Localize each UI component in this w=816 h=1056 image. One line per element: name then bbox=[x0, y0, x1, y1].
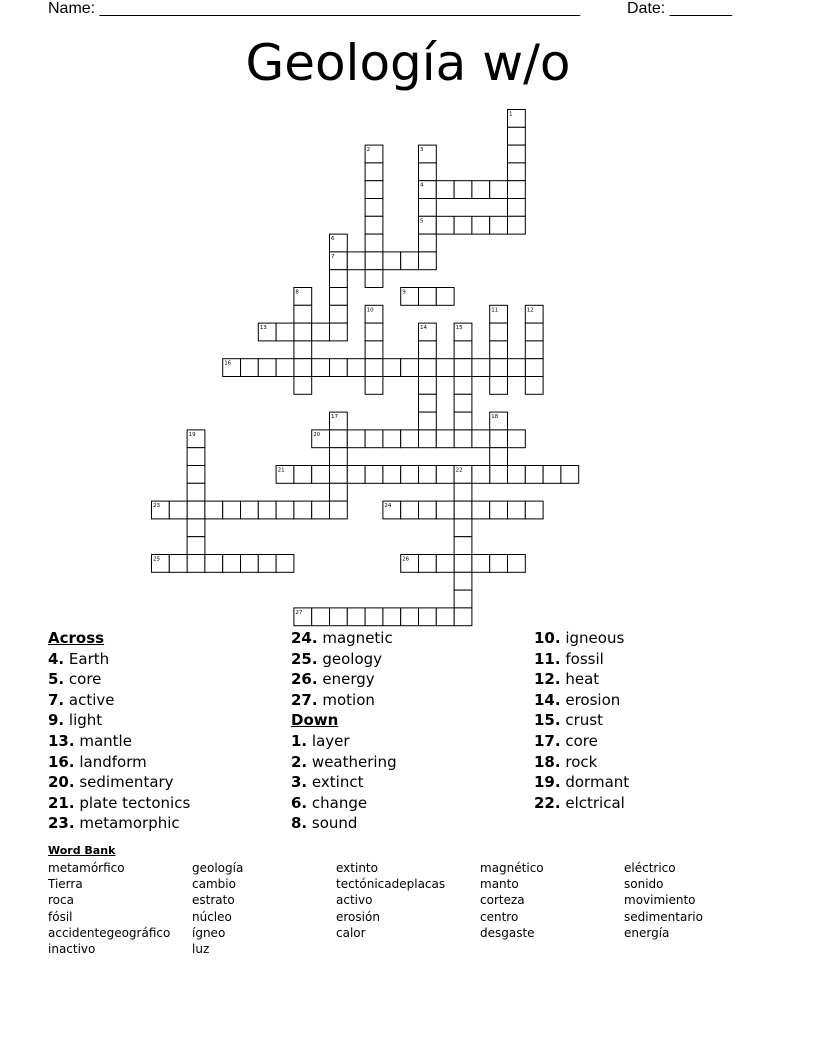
grid-cell[interactable] bbox=[365, 234, 383, 252]
grid-cell[interactable] bbox=[508, 466, 526, 484]
grid-cell[interactable] bbox=[276, 555, 294, 573]
grid-cell[interactable] bbox=[419, 394, 437, 412]
grid-cell[interactable] bbox=[205, 501, 223, 519]
grid-cell[interactable] bbox=[436, 181, 454, 199]
grid-cell[interactable] bbox=[508, 181, 526, 199]
grid-cell[interactable] bbox=[276, 501, 294, 519]
grid-cell[interactable] bbox=[436, 430, 454, 448]
across-heading: Across bbox=[48, 629, 105, 647]
grid-cell[interactable] bbox=[419, 555, 437, 573]
grid-cell[interactable] bbox=[401, 608, 419, 626]
grid-cell[interactable] bbox=[241, 555, 259, 573]
grid-cell[interactable] bbox=[365, 199, 383, 217]
word-bank-item: tectónicadeplacas bbox=[336, 877, 446, 892]
grid-cell[interactable] bbox=[454, 501, 472, 519]
date-field-label[interactable]: Date: _______ bbox=[627, 0, 732, 17]
grid-cell[interactable] bbox=[365, 359, 383, 377]
grid-cell[interactable] bbox=[472, 216, 490, 234]
clue-down-10: 10. igneous bbox=[534, 629, 625, 647]
grid-cell[interactable] bbox=[419, 252, 437, 270]
clue-down-17: 17. core bbox=[534, 731, 598, 750]
grid-cell[interactable] bbox=[294, 305, 312, 323]
clue-number-5: 5 bbox=[420, 218, 424, 225]
grid-cell[interactable] bbox=[490, 501, 508, 519]
grid-cell[interactable] bbox=[472, 555, 490, 573]
grid-cell[interactable] bbox=[490, 466, 508, 484]
grid-cell[interactable] bbox=[187, 555, 205, 573]
clue-down-14: 14. erosion bbox=[534, 690, 621, 709]
grid-cell[interactable] bbox=[490, 555, 508, 573]
grid-cell[interactable] bbox=[187, 519, 205, 537]
grid-cell[interactable] bbox=[454, 341, 472, 359]
grid-cell[interactable] bbox=[454, 590, 472, 608]
clue-across-13: 13. mantle bbox=[48, 731, 132, 750]
grid-cell[interactable] bbox=[365, 181, 383, 199]
grid-cell[interactable] bbox=[525, 377, 543, 395]
word-bank-column-4 bbox=[480, 860, 544, 941]
grid-cell[interactable] bbox=[508, 430, 526, 448]
grid-cell[interactable] bbox=[454, 430, 472, 448]
grid-cell[interactable] bbox=[347, 466, 365, 484]
grid-cell[interactable] bbox=[454, 394, 472, 412]
grid-cell[interactable] bbox=[419, 341, 437, 359]
grid-cell[interactable] bbox=[419, 501, 437, 519]
clue-across-26: 26. energy bbox=[291, 670, 375, 689]
grid-cell[interactable] bbox=[347, 608, 365, 626]
grid-cell[interactable] bbox=[223, 501, 241, 519]
grid-cell[interactable] bbox=[543, 466, 561, 484]
clue-number-13: 13 bbox=[259, 325, 267, 332]
clue-number-23: 23 bbox=[153, 503, 160, 510]
grid-cell[interactable] bbox=[312, 608, 330, 626]
grid-cell[interactable] bbox=[454, 483, 472, 501]
word-bank-item: manto bbox=[480, 877, 519, 892]
grid-cell[interactable] bbox=[436, 466, 454, 484]
grid-cell[interactable] bbox=[419, 412, 437, 430]
grid-cell[interactable] bbox=[454, 537, 472, 555]
grid-cell[interactable] bbox=[294, 501, 312, 519]
grid-cell[interactable] bbox=[419, 234, 437, 252]
grid-cell[interactable] bbox=[508, 501, 526, 519]
word-bank-item: activo bbox=[336, 893, 373, 908]
grid-cell[interactable] bbox=[419, 430, 437, 448]
clue-across-9: 9. light bbox=[48, 711, 103, 730]
grid-cell[interactable] bbox=[419, 608, 437, 626]
word-bank-item: extinto bbox=[336, 861, 378, 875]
word-bank-item: estrato bbox=[192, 893, 235, 908]
grid-cell[interactable] bbox=[490, 181, 508, 199]
grid-cell[interactable] bbox=[187, 448, 205, 466]
grid-cell[interactable] bbox=[365, 216, 383, 234]
grid-cell[interactable] bbox=[312, 323, 330, 341]
grid-cell[interactable] bbox=[187, 466, 205, 484]
grid-cell[interactable] bbox=[454, 572, 472, 590]
grid-cell[interactable] bbox=[347, 430, 365, 448]
clue-number-9: 9 bbox=[402, 289, 406, 296]
grid-cell[interactable] bbox=[508, 163, 526, 181]
word-bank-item: accidentegeográfico bbox=[48, 925, 171, 940]
grid-cell[interactable] bbox=[187, 537, 205, 555]
grid-cell[interactable] bbox=[347, 252, 365, 270]
page-title: Geología w/o bbox=[245, 34, 571, 92]
clue-down-19: 19. dormant bbox=[534, 773, 630, 792]
word-bank-column-5 bbox=[624, 860, 703, 941]
clue-down-3: 3. extinct bbox=[291, 773, 364, 792]
grid-cell[interactable] bbox=[365, 341, 383, 359]
grid-cell[interactable] bbox=[401, 466, 419, 484]
grid-cell[interactable] bbox=[365, 323, 383, 341]
clues-column-1 bbox=[48, 628, 190, 834]
word-bank-item: movimiento bbox=[624, 893, 696, 908]
grid-cell[interactable] bbox=[454, 181, 472, 199]
grid-cell[interactable] bbox=[454, 412, 472, 430]
word-bank-item: desgaste bbox=[480, 925, 535, 940]
grid-cell[interactable] bbox=[330, 288, 348, 306]
grid-cell[interactable] bbox=[330, 305, 348, 323]
grid-cell[interactable] bbox=[330, 359, 348, 377]
grid-cell[interactable] bbox=[258, 359, 276, 377]
word-bank-item: núcleo bbox=[192, 909, 232, 924]
grid-cell[interactable] bbox=[169, 501, 187, 519]
grid-cell[interactable] bbox=[490, 377, 508, 395]
grid-cell[interactable] bbox=[436, 608, 454, 626]
grid-cell[interactable] bbox=[365, 377, 383, 395]
grid-cell[interactable] bbox=[330, 483, 348, 501]
clue-across-20: 20. sedimentary bbox=[48, 773, 174, 792]
grid-cell[interactable] bbox=[436, 216, 454, 234]
grid-cell[interactable] bbox=[490, 341, 508, 359]
grid-cell[interactable] bbox=[490, 448, 508, 466]
grid-cell[interactable] bbox=[383, 252, 401, 270]
grid-cell[interactable] bbox=[401, 359, 419, 377]
clue-number-6: 6 bbox=[331, 236, 335, 243]
grid-cell[interactable] bbox=[436, 288, 454, 306]
grid-cell[interactable] bbox=[383, 359, 401, 377]
grid-cell[interactable] bbox=[454, 608, 472, 626]
name-field-label[interactable]: Name: ______________________________________________________ bbox=[48, 0, 581, 17]
grid-cell[interactable] bbox=[241, 359, 259, 377]
word-bank-title: Word Bank bbox=[48, 844, 116, 857]
word-bank-item: eléctrico bbox=[624, 861, 676, 875]
grid-cell[interactable] bbox=[365, 252, 383, 270]
clue-across-7: 7. active bbox=[48, 690, 115, 709]
word-bank-item: energía bbox=[624, 925, 670, 940]
clue-number-25: 25 bbox=[153, 556, 160, 563]
word-bank-item: metamórfico bbox=[48, 861, 125, 875]
grid-cell[interactable] bbox=[312, 359, 330, 377]
grid-cell[interactable] bbox=[330, 448, 348, 466]
clue-across-21: 21. plate tectonics bbox=[48, 793, 191, 812]
clue-number-15: 15 bbox=[455, 325, 463, 332]
grid-cell[interactable] bbox=[401, 430, 419, 448]
word-bank-item: luz bbox=[192, 942, 210, 957]
clue-down-12: 12. heat bbox=[534, 670, 600, 689]
grid-cell[interactable] bbox=[525, 323, 543, 341]
grid-cell[interactable] bbox=[508, 199, 526, 217]
grid-cell[interactable] bbox=[383, 466, 401, 484]
grid-cell[interactable] bbox=[330, 430, 348, 448]
grid-cell[interactable] bbox=[205, 555, 223, 573]
grid-cell[interactable] bbox=[525, 359, 543, 377]
grid-cell[interactable] bbox=[472, 181, 490, 199]
grid-cell[interactable] bbox=[330, 608, 348, 626]
grid-cell[interactable] bbox=[330, 501, 348, 519]
grid-cell[interactable] bbox=[294, 341, 312, 359]
grid-cell[interactable] bbox=[365, 430, 383, 448]
clue-number-1: 1 bbox=[509, 111, 513, 118]
grid-cell[interactable] bbox=[436, 555, 454, 573]
word-bank-item: magnético bbox=[480, 861, 544, 875]
clue-number-27: 27 bbox=[295, 609, 303, 616]
clue-number-17: 17 bbox=[331, 414, 338, 421]
grid-cell[interactable] bbox=[294, 466, 312, 484]
clue-number-14: 14 bbox=[420, 325, 427, 332]
clue-down-2: 2. weathering bbox=[291, 752, 397, 771]
word-bank-item: Tierra bbox=[48, 877, 83, 892]
clue-number-21: 21 bbox=[277, 467, 285, 474]
grid-cell[interactable] bbox=[419, 199, 437, 217]
grid-cell[interactable] bbox=[490, 359, 508, 377]
word-bank-column-1 bbox=[48, 860, 170, 957]
grid-cell[interactable] bbox=[365, 163, 383, 181]
word-bank-item: sedimentario bbox=[624, 909, 703, 924]
clue-number-10: 10 bbox=[366, 307, 374, 314]
clue-across-25: 25. geology bbox=[291, 649, 383, 668]
grid-cell[interactable] bbox=[419, 466, 437, 484]
word-bank-column-2 bbox=[192, 860, 243, 957]
grid-cell[interactable] bbox=[276, 323, 294, 341]
grid-cell[interactable] bbox=[419, 163, 437, 181]
grid-cell[interactable] bbox=[347, 359, 365, 377]
clue-across-4: 4. Earth bbox=[48, 649, 110, 668]
clue-number-20: 20 bbox=[313, 431, 321, 438]
clue-down-8: 8. sound bbox=[291, 814, 358, 833]
clue-across-24: 24. magnetic bbox=[291, 629, 393, 647]
clue-number-18: 18 bbox=[491, 414, 499, 421]
grid-cell[interactable] bbox=[472, 501, 490, 519]
word-bank-item: calor bbox=[336, 925, 366, 940]
grid-cell[interactable] bbox=[419, 359, 437, 377]
clue-across-5: 5. core bbox=[48, 670, 102, 689]
grid-cell[interactable] bbox=[472, 466, 490, 484]
grid-cell[interactable] bbox=[454, 555, 472, 573]
grid-cell[interactable] bbox=[258, 501, 276, 519]
clue-across-27: 27. motion bbox=[291, 690, 375, 709]
word-bank-item: ígneo bbox=[192, 925, 226, 940]
clue-number-11: 11 bbox=[491, 307, 499, 314]
grid-cell[interactable] bbox=[454, 216, 472, 234]
word-bank-item: centro bbox=[480, 909, 519, 924]
grid-cell[interactable] bbox=[401, 252, 419, 270]
clue-number-16: 16 bbox=[224, 360, 232, 367]
clue-down-1: 1. layer bbox=[291, 731, 350, 750]
clue-down-6: 6. change bbox=[291, 793, 368, 812]
grid-cell[interactable] bbox=[508, 359, 526, 377]
grid-cell[interactable] bbox=[187, 483, 205, 501]
word-bank-item: inactivo bbox=[48, 942, 96, 957]
word-bank-item: geología bbox=[192, 861, 244, 875]
clue-down-15: 15. crust bbox=[534, 711, 603, 730]
clue-across-16: 16. landform bbox=[48, 752, 147, 771]
clue-down-11: 11. fossil bbox=[534, 649, 604, 668]
grid-cell[interactable] bbox=[508, 127, 526, 145]
word-bank-item: erosión bbox=[336, 909, 380, 924]
grid-cell[interactable] bbox=[330, 270, 348, 288]
grid-cell[interactable] bbox=[525, 341, 543, 359]
grid-cell[interactable] bbox=[401, 501, 419, 519]
grid-cell[interactable] bbox=[383, 608, 401, 626]
word-bank-item: fósil bbox=[48, 909, 73, 924]
word-bank-item: corteza bbox=[480, 893, 525, 908]
grid-cell[interactable] bbox=[365, 608, 383, 626]
grid-cell[interactable] bbox=[525, 501, 543, 519]
clue-down-22: 22. elctrical bbox=[534, 793, 625, 812]
word-bank-item: roca bbox=[48, 893, 74, 908]
grid-cell[interactable] bbox=[294, 323, 312, 341]
grid-cell[interactable] bbox=[223, 555, 241, 573]
clue-number-26: 26 bbox=[402, 556, 410, 563]
grid-cell[interactable] bbox=[561, 466, 579, 484]
word-bank-item: sonido bbox=[624, 877, 664, 892]
clue-number-4: 4 bbox=[420, 182, 424, 189]
grid-cell[interactable] bbox=[490, 323, 508, 341]
grid-cell[interactable] bbox=[490, 216, 508, 234]
grid-cell[interactable] bbox=[294, 359, 312, 377]
clue-number-7: 7 bbox=[331, 253, 335, 260]
grid-cell[interactable] bbox=[472, 359, 490, 377]
grid-cell[interactable] bbox=[258, 555, 276, 573]
clue-number-8: 8 bbox=[295, 289, 299, 296]
grid-cell[interactable] bbox=[276, 359, 294, 377]
word-bank-item: cambio bbox=[192, 877, 236, 892]
grid-cell[interactable] bbox=[436, 501, 454, 519]
clue-number-12: 12 bbox=[526, 307, 534, 314]
clue-number-24: 24 bbox=[384, 503, 392, 510]
grid-cell[interactable] bbox=[312, 466, 330, 484]
grid-cell[interactable] bbox=[365, 466, 383, 484]
grid-cell[interactable] bbox=[365, 270, 383, 288]
grid-cell[interactable] bbox=[472, 430, 490, 448]
grid-cell[interactable] bbox=[187, 501, 205, 519]
grid-cell[interactable] bbox=[383, 430, 401, 448]
clue-number-22: 22 bbox=[455, 467, 463, 474]
grid-cell[interactable] bbox=[330, 466, 348, 484]
clues-column-3 bbox=[534, 628, 629, 813]
grid-cell[interactable] bbox=[241, 501, 259, 519]
grid-cell[interactable] bbox=[454, 519, 472, 537]
grid-cell[interactable] bbox=[312, 501, 330, 519]
grid-cell[interactable] bbox=[454, 359, 472, 377]
clue-number-3: 3 bbox=[420, 147, 424, 154]
grid-cell[interactable] bbox=[525, 466, 543, 484]
grid-cell[interactable] bbox=[508, 555, 526, 573]
clue-number-19: 19 bbox=[188, 431, 196, 438]
clue-across-23: 23. metamorphic bbox=[48, 814, 180, 833]
grid-cell[interactable] bbox=[508, 145, 526, 163]
down-heading: Down bbox=[291, 711, 339, 730]
grid-cell[interactable] bbox=[436, 359, 454, 377]
grid-cell[interactable] bbox=[508, 216, 526, 234]
grid-cell[interactable] bbox=[169, 555, 187, 573]
word-bank-column-3 bbox=[336, 860, 445, 941]
clue-down-18: 18. rock bbox=[534, 752, 598, 771]
grid-cell[interactable] bbox=[490, 430, 508, 448]
grid-cell[interactable] bbox=[419, 288, 437, 306]
clues-column-2 bbox=[291, 628, 397, 834]
grid-cell[interactable] bbox=[330, 323, 348, 341]
grid-cell[interactable] bbox=[454, 377, 472, 395]
grid-cell[interactable] bbox=[294, 377, 312, 395]
clue-number-2: 2 bbox=[366, 147, 371, 154]
grid-cell[interactable] bbox=[419, 377, 437, 395]
